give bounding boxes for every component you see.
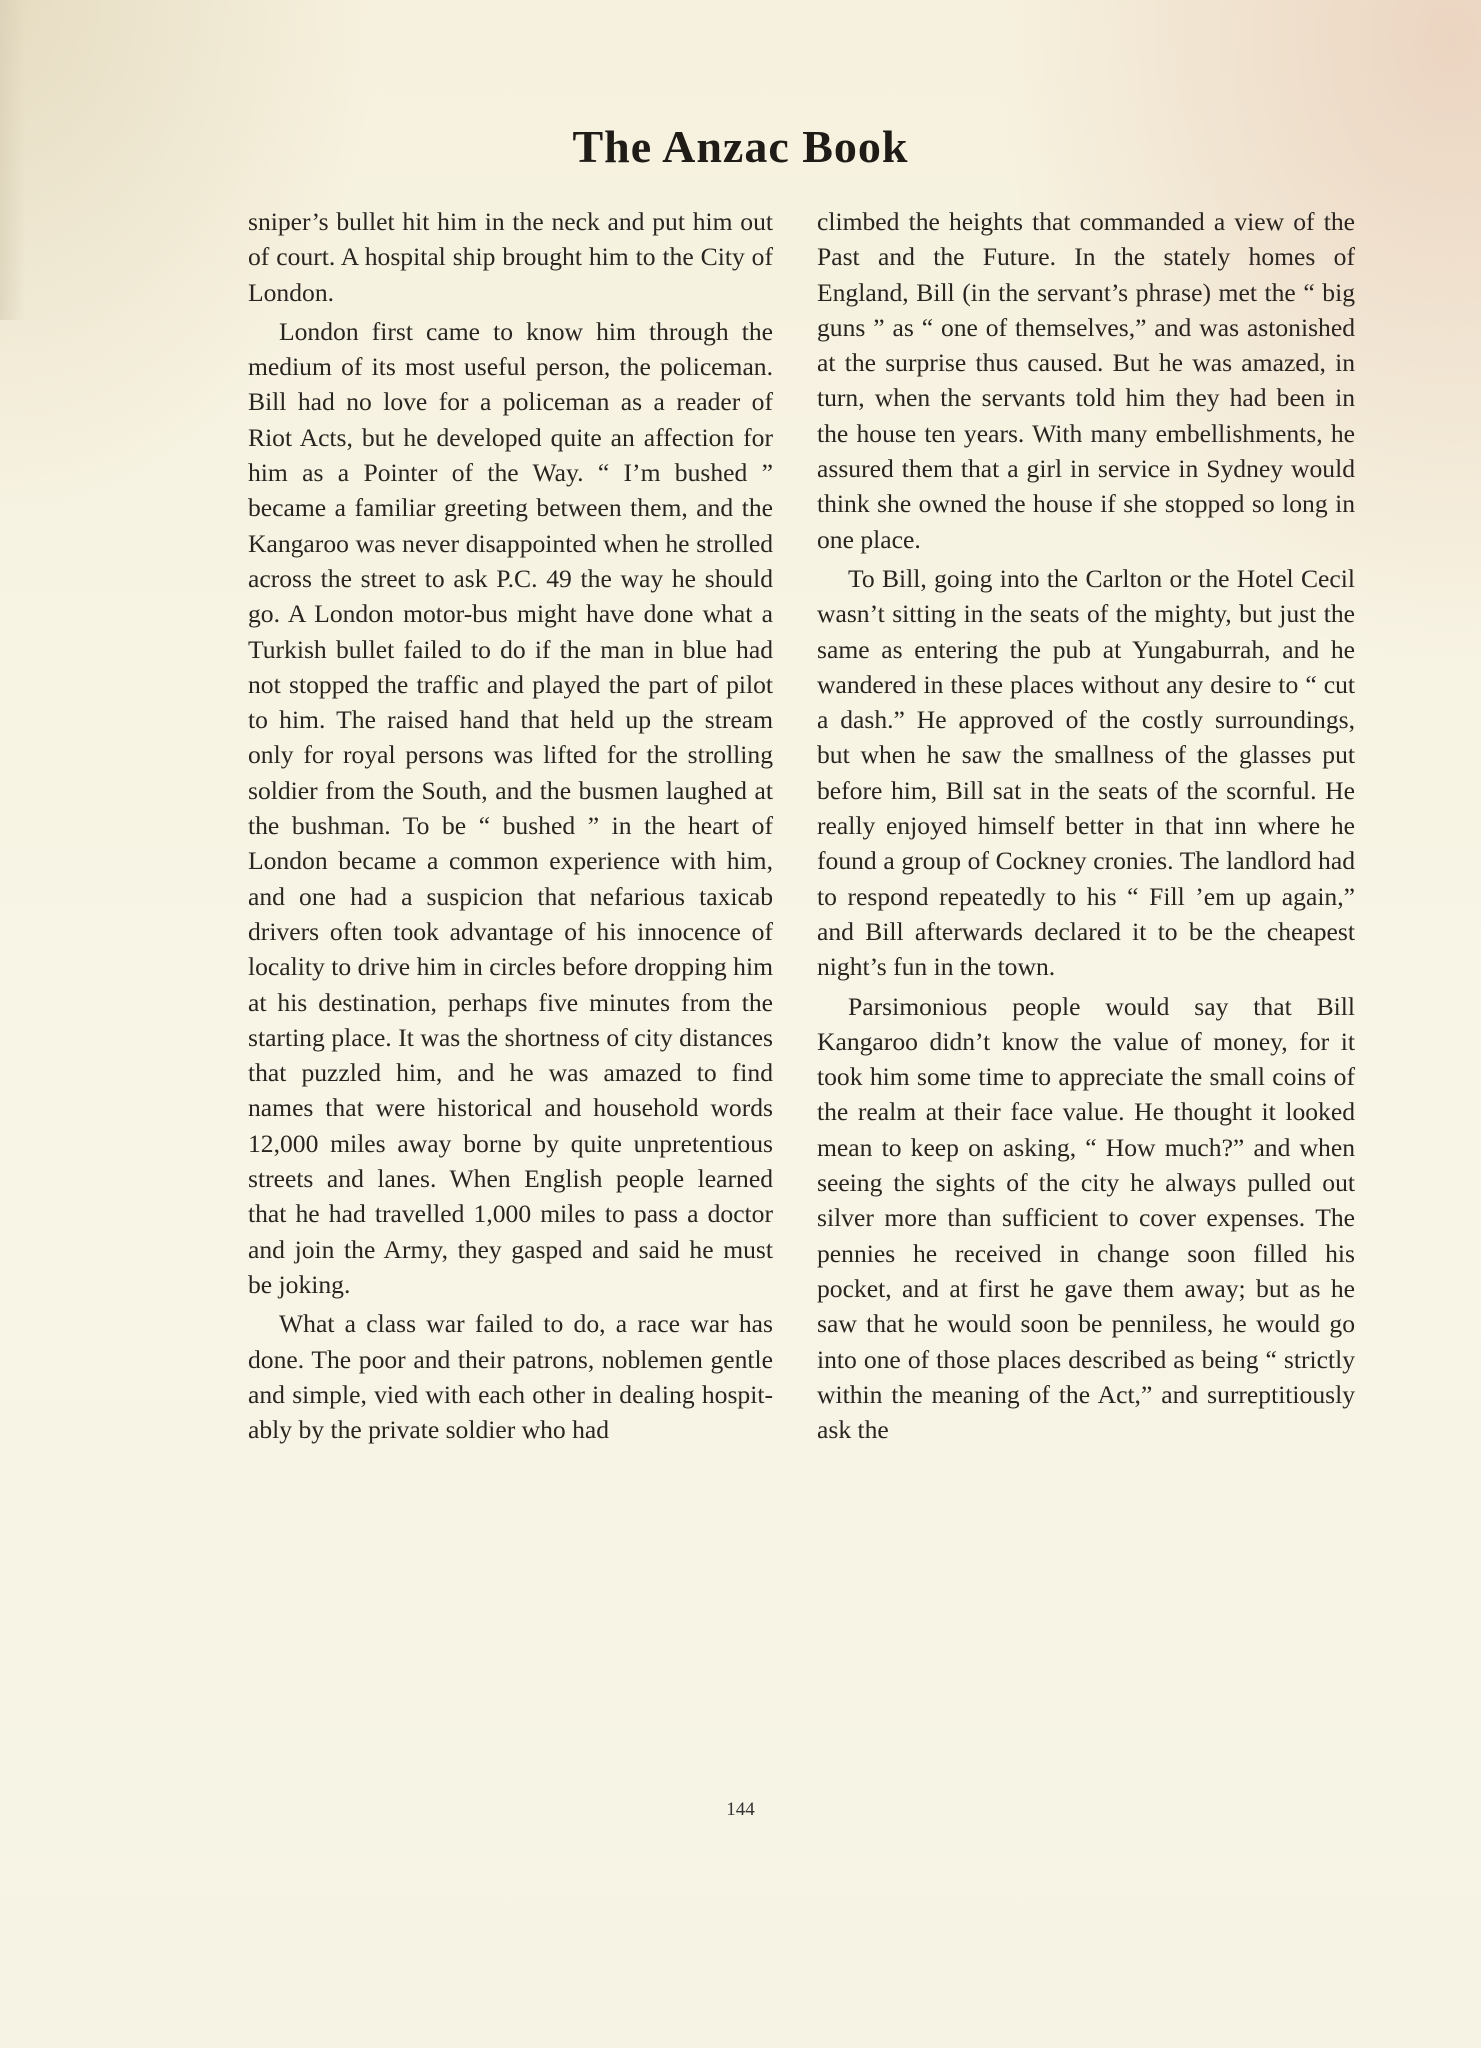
paragraph: climbed the heights that commanded a view of the Past and the Future. In the stately homes of England, Bill (in the servant’s phrase) met the “ big guns ” as “ one of themselves,” and was astonished at the surprise thus caused. But he was amazed, in turn, when the servants told him they had been in the house ten years. With many embellishments, he assured them that a girl in service in Sydney would think she owned the house if she stopped so long in one place. (817, 207, 1355, 554)
running-title: The Anzac Book (572, 121, 909, 172)
left-column (248, 204, 773, 1447)
paragraph: To Bill, going into the Carlton or the Hotel Cecil wasn’t sitting in the seats of the mighty, but just the same as entering the pub at Yungaburrah, and he wandered in these places without any desire to “ cut a dash.” He approved of the costly surroundings, but when he saw the smallness of the glasses put before him, Bill sat in the seats of the scornful. He really enjoyed himself better in that inn where he found a group of Cockney cronies. The landlord had to respond repeatedly to his “ Fill ’em up again,” and Bill afterwards declared it to be the cheapest night’s fun in the town. (817, 563, 1355, 982)
paragraph: sniper’s bullet hit him in the neck and put him out of court. A hospital ship brought him to the City of London. (248, 207, 773, 307)
page-number: 144 (726, 1799, 755, 1820)
right-column (817, 204, 1355, 1447)
paragraph: Parsimonious people would say that Bill Kangaroo didn’t know the value of money, for it took him some time to appreciate the small coins of the realm at their face value. He thought it looked mean to keep on asking, “ How much?” and when seeing the sights of the city he always pulled out silver more than sufficient to cover expenses. The pennies he received in change soon filled his pocket, and at first he gave them away; but as he saw that he would soon be penniless, he would go into one of those places described as being “ strictly within the meaning of the Act,” and surreptitiously ask the (817, 991, 1355, 1445)
paragraph: What a class war failed to do, a race war has done. The poor and their patrons, noblemen gentle and simple, vied with each other in dealing hospitably by the private soldier who had (248, 1309, 773, 1445)
paragraph: London first came to know him through the medium of its most useful person, the policeman. Bill had no love for a policeman as a reader of Riot Acts, but he developed quite an affection for him as a Pointer of the Way. “ I’m bushed ” became a familiar greeting between them, and the Kangaroo was never disappointed when he strolled across the street to ask P.C. 49 the way he should go. A London motor-bus might have done what a Turkish bullet failed to do if the man in blue had not stopped the traffic and played the part of pilot to him. The raised hand that held up the stream only for royal persons was lifted for the strolling soldier from the South, and the busmen laughed at the bushman. To be “ bushed ” in the heart of London became a common experience with him, and one had a suspicion that nefarious taxicab drivers often took advantage of his innocence of locality to drive him in circles before dropping him at his destination, perhaps five minutes from the starting place. It was the shortness of city distances that puzzled him, and he was amazed to find names that were historical and household words 12,000 miles away borne by quite unpretentious streets and lanes. When English people learned that he had travelled 1,000 miles to pass a doctor and join the Army, they gasped and said he must be joking. (248, 316, 773, 1299)
